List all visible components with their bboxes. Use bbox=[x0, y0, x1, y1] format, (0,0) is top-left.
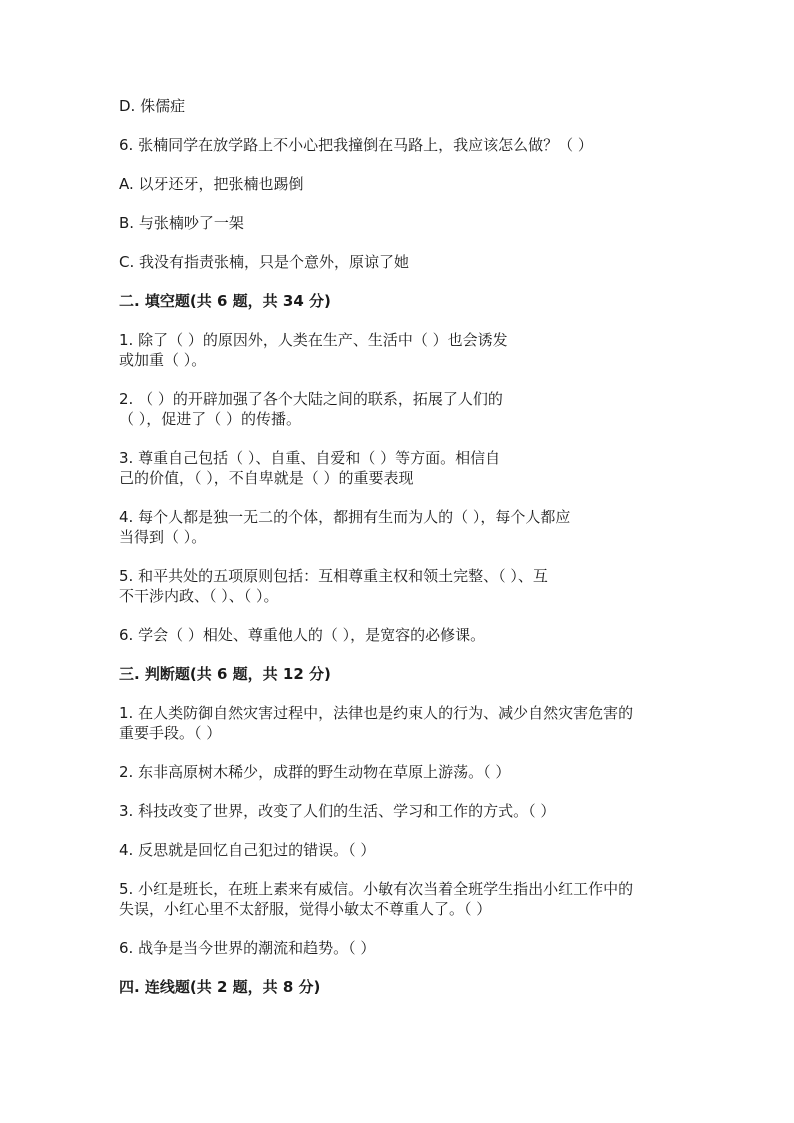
true-false-item-1-line-1: 1. 在人类防御自然灾害过程中，法律也是约束人的行为、减少自然灾害危害的 bbox=[119, 704, 634, 722]
fill-blank-item-1 bbox=[119, 330, 679, 370]
true-false-item-1-line-2: 重要手段。（ ） bbox=[119, 724, 222, 742]
true-false-item-2 bbox=[119, 762, 679, 782]
q6-option-c: C. 我没有指责张楠，只是个意外，原谅了她 bbox=[119, 253, 410, 271]
section-heading-matching: 四. 连线题(共 2 题，共 8 分) bbox=[119, 978, 321, 996]
fill-blank-item-5-line-1: 5. 和平共处的五项原则包括：互相尊重主权和领土完整、（ ）、互 bbox=[119, 567, 548, 585]
true-false-item-6-line-1: 6. 战争是当今世界的潮流和趋势。（ ） bbox=[119, 939, 376, 957]
true-false-item-6 bbox=[119, 938, 679, 958]
true-false-item-4 bbox=[119, 840, 679, 860]
q5-option-d: D. 侏儒症 bbox=[119, 97, 186, 115]
section-heading-fill-blank: 二. 填空题(共 6 题，共 34 分) bbox=[119, 292, 331, 310]
q6-option-a: A. 以牙还牙，把张楠也踢倒 bbox=[119, 175, 304, 193]
fill-blank-item-3-line-1: 3. 尊重自己包括（ ）、自重、自爱和（ ）等方面。相信自 bbox=[119, 449, 501, 467]
true-false-item-1 bbox=[119, 703, 679, 743]
fill-blank-item-4-line-1: 4. 每个人都是独一无二的个体，都拥有生而为人的（ ），每个人都应 bbox=[119, 508, 571, 526]
fill-blank-item-5 bbox=[119, 566, 679, 606]
fill-blank-item-3-line-2: 己的价值，（ ），不自卑就是（ ）的重要表现 bbox=[119, 469, 414, 487]
true-false-item-5 bbox=[119, 879, 679, 919]
fill-blank-item-4 bbox=[119, 507, 679, 547]
fill-blank-item-2 bbox=[119, 389, 679, 429]
true-false-item-3 bbox=[119, 801, 679, 821]
fill-blank-item-1-line-2: 或加重（ ）。 bbox=[119, 351, 207, 369]
fill-blank-item-2-line-2: （ ），促进了（ ）的传播。 bbox=[119, 410, 302, 428]
fill-blank-item-5-line-2: 不干涉内政、（ ）、（ ）。 bbox=[119, 587, 279, 605]
true-false-item-5-line-1: 5. 小红是班长，在班上素来有威信。小敏有次当着全班学生指出小红工作中的 bbox=[119, 880, 634, 898]
true-false-item-3-line-1: 3. 科技改变了世界，改变了人们的生活、学习和工作的方式。（ ） bbox=[119, 802, 556, 820]
true-false-item-4-line-1: 4. 反思就是回忆自己犯过的错误。（ ） bbox=[119, 841, 376, 859]
fill-blank-item-1-line-1: 1. 除了（ ）的原因外，人类在生产、生活中（ ）也会诱发 bbox=[119, 331, 508, 349]
true-false-item-2-line-1: 2. 东非高原树木稀少，成群的野生动物在草原上游荡。（ ） bbox=[119, 763, 511, 781]
fill-blank-item-4-line-2: 当得到（ ）。 bbox=[119, 528, 207, 546]
section-heading-true-false: 三. 判断题(共 6 题，共 12 分) bbox=[119, 665, 331, 683]
fill-blank-item-6 bbox=[119, 625, 679, 645]
fill-blank-item-2-line-1: 2. （ ）的开辟加强了各个大陆之间的联系，拓展了人们的 bbox=[119, 390, 503, 408]
true-false-item-5-line-2: 失误，小红心里不太舒服，觉得小敏太不尊重人了。（ ） bbox=[119, 900, 492, 918]
q6-option-b: B. 与张楠吵了一架 bbox=[119, 214, 244, 232]
fill-blank-item-6-line-1: 6. 学会（ ）相处、尊重他人的（ ），是宽容的必修课。 bbox=[119, 626, 486, 644]
q6-question: 6. 张楠同学在放学路上不小心把我撞倒在马路上，我应该怎么做？（ ） bbox=[119, 136, 593, 154]
exam-page bbox=[119, 96, 679, 997]
fill-blank-item-3 bbox=[119, 448, 679, 488]
